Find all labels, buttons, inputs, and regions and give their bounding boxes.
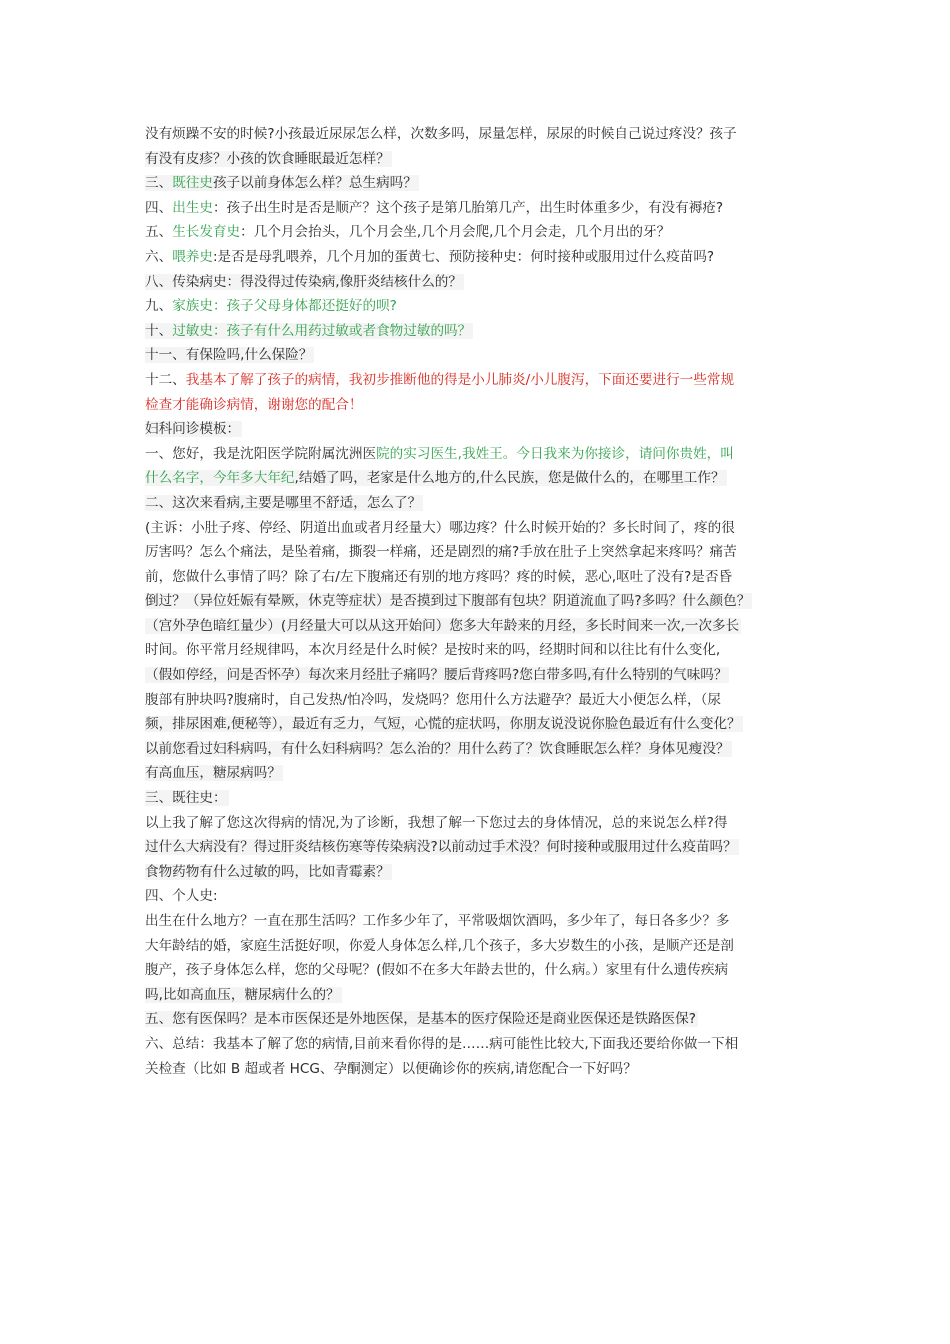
ped-summary-line-1: 十二、我基本了解了孩子的病情，我初步推断他的得是小儿肺炎/小儿腹泻，下面还要进行一些常规 xyxy=(145,371,735,388)
gyn-item3-heading: 三、既往史： xyxy=(145,790,227,807)
ped-infection-history: 八、传染病史：得没得过传染病,像肝炎结核什么的？ xyxy=(145,273,462,290)
gyn-item1-line-2: 什么名字，今年多大年纪,结婚了吗，老家是什么地方的,什么民族，您是做什么的，在哪里工作？ xyxy=(145,470,725,487)
intro-line-2: 有没有皮疹？小孩的饮食睡眠最近怎样？ xyxy=(145,150,390,167)
term-past-history: 既往史 xyxy=(172,175,213,192)
term-growth-history: 生长发育史 xyxy=(172,224,241,241)
gyn-item2-line: 有高血压，糖尿病吗？ xyxy=(145,765,281,782)
gyn-item2-heading: 二、这次来看病,主要是哪里不舒适，怎么了？ xyxy=(145,494,422,511)
ped-summary-line-2: 检查才能确诊病情，谢谢您的配合！ xyxy=(145,396,363,413)
gyn-item2-line: 倒过？（异位妊娠有晕厥，休克等症状）是否摸到过下腹部有包块？阴道流血了吗?多吗？什么颜色？ xyxy=(145,593,751,610)
term-feeding-history: 喂养史 xyxy=(172,248,213,265)
term-allergy-history: 过敏史：孩子有什么用药过敏或者食物过敏的吗？ xyxy=(172,322,472,339)
intro-line-1: 没有烦躁不安的时候?小孩最近尿尿怎么样，次数多吗，尿量怎样，尿尿的时候自己说过疼没？孩子 xyxy=(145,126,737,142)
ped-past-history: 三、既往史孩子以前身体怎么样？总生病吗？ xyxy=(145,175,417,192)
gyn-item2-line: （假如停经，问是否怀孕）每次来月经肚子痛吗？腰后背疼吗?您白带多吗,有什么特别的气味吗？ xyxy=(145,667,728,684)
gyn-item2-line: 厉害吗？怎么个痛法，是坠着痛，撕裂一样痛，还是剧烈的痛?手放在肚子上突然拿起来疼吗？痛苦 xyxy=(145,544,737,561)
gyn-item2-line: 以前您看过妇科病吗，有什么妇科病吗？怎么治的？用什么药了？饮食睡眠怎么样？身体见瘦没？ xyxy=(145,740,730,757)
term-family-history: 家族史：孩子父母身体都还挺好的呗? xyxy=(172,298,397,315)
gyn-item2-line: 频，排尿困难,便秘等），最近有乏力，气短，心慌的症状吗，你朋友说没说你脸色最近有什么变化？ xyxy=(145,716,741,733)
ped-growth-history: 五、生长发育史：几个月会抬头，几个月会坐,几个月会爬,几个月会走，几个月出的牙？ xyxy=(145,224,671,241)
gyn-item4-heading: 四、个人史: xyxy=(145,888,218,905)
gyn-item6-line: 关检查（比如 B 超或者 HCG、孕酮测定）以便确诊你的疾病,请您配合一下好吗？ xyxy=(145,1060,637,1077)
document-page xyxy=(145,122,807,1081)
ped-feeding-history: 六、喂养史:是否是母乳喂养，几个月加的蛋黄七、预防接种史：何时接种或服用过什么疫苗吗? xyxy=(145,248,715,265)
gyn-item4-line: 腹产，孩子身体怎么样，您的父母呢？(假如不在多大年龄去世的，什么病。）家里有什么遗传疾病 xyxy=(145,962,729,979)
gyn-item1-line-1: 一、您好，我是沈阳医学院附属沈洲医院的实习医生,我姓王。今日我来为你接诊，请问你贵姓，叫 xyxy=(145,445,734,462)
gyn-heading: 妇科问诊模板： xyxy=(145,421,241,438)
ped-insurance: 十一、有保险吗,什么保险？ xyxy=(145,347,313,364)
gyn-item4-line: 大年龄结的婚，家庭生活挺好呗，你爱人身体怎么样,几个孩子，多大岁数生的小孩，是顺产还是剖 xyxy=(145,937,734,954)
gyn-item4-line: 出生在什么地方？一直在那生活吗？工作多少年了，平常吸烟饮酒吗，多少年了，每日各多少？多 xyxy=(145,913,730,929)
ped-birth-history: 四、出生史：孩子出生时是否是顺产？这个孩子是第几胎第几产，出生时体重多少，有没有褥疮? xyxy=(145,199,724,216)
gyn-item4-line: 吗,比如高血压，糖尿病什么的？ xyxy=(145,986,340,1003)
gyn-item5: 五、您有医保吗？是本市医保还是外地医保，是基本的医疗保险还是商业医保还是铁路医保? xyxy=(145,1011,696,1028)
gyn-item6-line: 六、总结：我基本了解了您的病情,目前来看你得的是……病可能性比较大,下面我还要给你做一下相 xyxy=(145,1035,739,1052)
gyn-item3-line: 食物药物有什么过敏的吗，比如青霉素？ xyxy=(145,863,390,880)
ped-family-history: 九、家族史：孩子父母身体都还挺好的呗? xyxy=(145,298,397,315)
gyn-item2-line: (主诉：小肚子疼、停经、阴道出血或者月经量大）哪边疼？什么时候开始的？多长时间了，疼的很 xyxy=(145,519,735,536)
gyn-item3-line: 以上我了解了您这次得病的情况,为了诊断，我想了解一下您过去的身体情况，总的来说怎么样?得 xyxy=(145,814,728,831)
gyn-item3-line: 过什么大病没有？得过肝炎结核伤寒等传染病没?以前动过手术没？何时接种或服用过什么疫苗吗？ xyxy=(145,839,737,856)
gyn-item2-line: 腹部有肿块吗?腹痛时，自己发热/怕冷吗，发烧吗？您用什么方法避孕？最近大小便怎么样，（尿 xyxy=(145,691,721,708)
term-birth-history: 出生史 xyxy=(172,199,213,216)
ped-allergy-history: 十、过敏史：孩子有什么用药过敏或者食物过敏的吗？ xyxy=(145,322,472,339)
gyn-item2-line: 前，您做什么事情了吗？除了右/左下腹痛还有别的地方疼吗？疼的时候，恶心,呕吐了没有?是否昏 xyxy=(145,568,733,585)
gyn-item2-line: （宫外孕色暗红量少）(月经量大可以从这开始问）您多大年龄来的月经，多长时间来一次,一次多长 xyxy=(145,617,740,634)
gyn-item2-line: 时间。你平常月经规律吗，本次月经是什么时候？是按时来的吗，经期时间和以往比有什么变化, xyxy=(145,642,721,659)
